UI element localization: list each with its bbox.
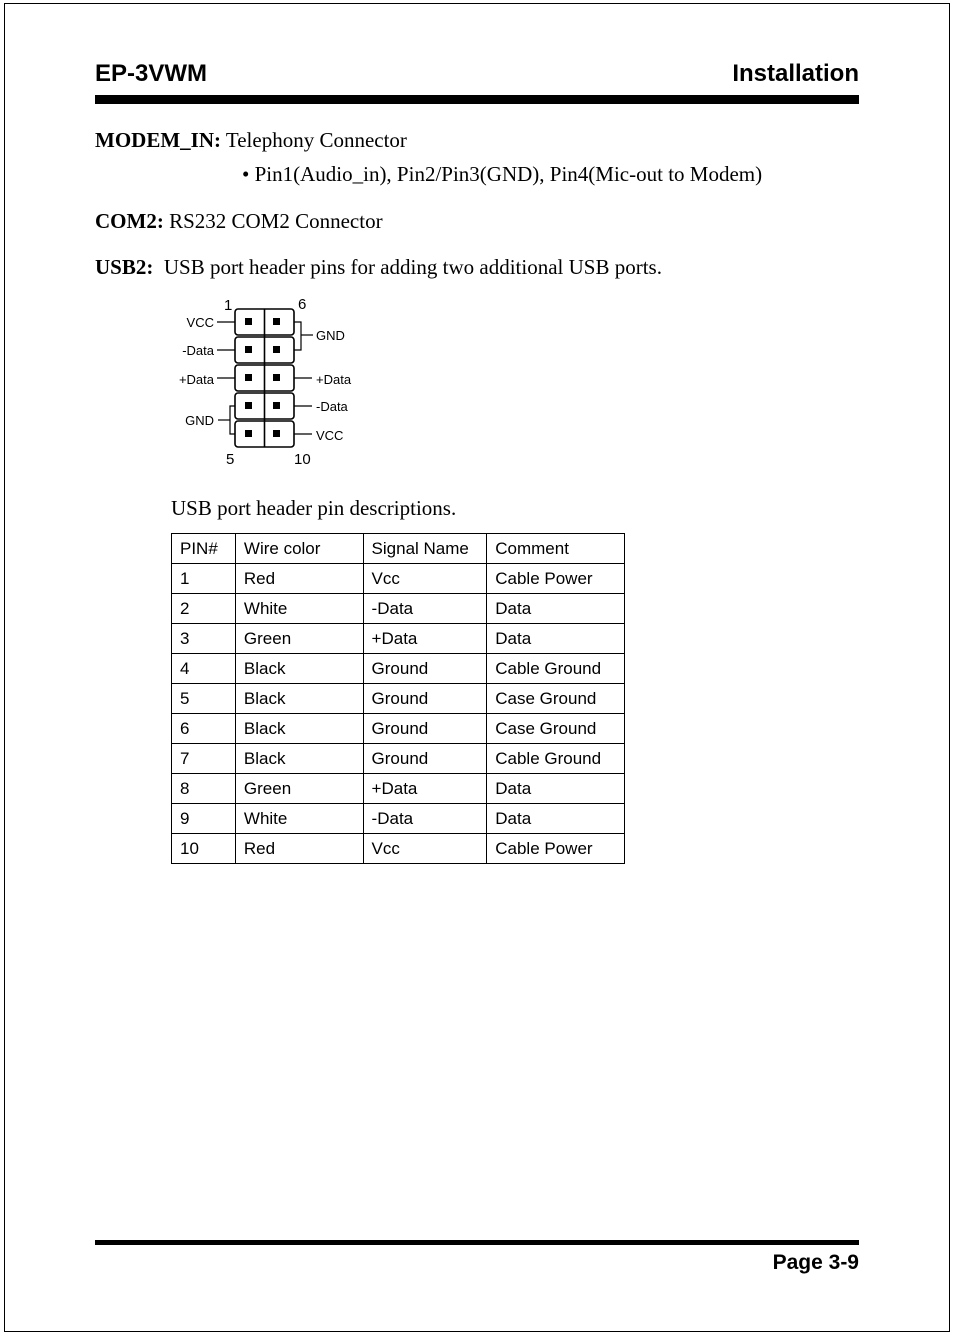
cell-comment: Data (487, 804, 625, 834)
cell-pin: 10 (172, 834, 236, 864)
cell-comment: Cable Power (487, 564, 625, 594)
cell-comment: Data (487, 774, 625, 804)
com2-text: RS232 COM2 Connector (163, 209, 383, 233)
cell-wire-color: Black (235, 714, 363, 744)
cell-wire-color: Red (235, 834, 363, 864)
usb-pin-table (171, 533, 625, 864)
cell-wire-color: Black (235, 654, 363, 684)
col-header-pin: PIN# (172, 534, 236, 564)
cell-signal-name: Vcc (363, 564, 487, 594)
table-row (172, 594, 625, 624)
cell-signal-name: -Data (363, 594, 487, 624)
table-row (172, 804, 625, 834)
pin-8 (273, 374, 280, 381)
cell-signal-name: Vcc (363, 834, 487, 864)
page-number: Page 3-9 (772, 1251, 859, 1274)
cell-pin: 3 (172, 624, 236, 654)
cell-pin: 5 (172, 684, 236, 714)
cell-comment: Cable Ground (487, 654, 625, 684)
table-row (172, 714, 625, 744)
usb2-paragraph (95, 255, 662, 280)
cell-pin: 7 (172, 744, 236, 774)
pin-number-6: 6 (298, 296, 307, 313)
com2-label: COM2: (95, 209, 164, 233)
cell-wire-color: White (235, 804, 363, 834)
footer-rule (95, 1240, 859, 1245)
table-header-row (172, 534, 625, 564)
table-row (172, 744, 625, 774)
cell-pin: 1 (172, 564, 236, 594)
pin-4 (245, 402, 252, 409)
cell-pin: 4 (172, 654, 236, 684)
cell-signal-name: Ground (363, 714, 487, 744)
pin-5 (245, 430, 252, 437)
com2-paragraph (95, 209, 383, 234)
col-header-wire-color: Wire color (235, 534, 363, 564)
pin-10 (273, 430, 280, 437)
cell-signal-name: +Data (363, 774, 487, 804)
label-left-plus-data: +Data (178, 372, 214, 387)
usb-header-diagram (160, 292, 400, 472)
cell-wire-color: Green (235, 624, 363, 654)
modem-pin-bullet: • Pin1(Audio_in), Pin2/Pin3(GND), Pin4(Mic-out to Modem) (242, 162, 763, 186)
label-left-gnd: GND (185, 413, 214, 428)
pin-2 (245, 346, 252, 353)
cell-wire-color: Red (235, 564, 363, 594)
modem-label: MODEM_IN: (95, 128, 221, 152)
pin-number-10: 10 (294, 451, 311, 468)
cell-comment: Case Ground (487, 684, 625, 714)
cell-wire-color: White (235, 594, 363, 624)
table-row (172, 834, 625, 864)
cell-signal-name: -Data (363, 804, 487, 834)
modem-paragraph (95, 128, 407, 153)
pin-3 (245, 374, 252, 381)
pin-1 (245, 318, 252, 325)
cell-comment: Cable Ground (487, 744, 625, 774)
label-right-plus-data: +Data (316, 372, 352, 387)
table-row (172, 564, 625, 594)
cell-pin: 8 (172, 774, 236, 804)
table-row (172, 654, 625, 684)
cell-signal-name: Ground (363, 744, 487, 774)
pin-number-5: 5 (226, 451, 235, 468)
table-row (172, 684, 625, 714)
cell-comment: Data (487, 624, 625, 654)
header-model: EP-3VWM (95, 60, 208, 87)
cell-wire-color: Black (235, 744, 363, 774)
usb2-text: USB port header pins for adding two additional USB ports. (153, 255, 662, 279)
label-left-minus-data: -Data (182, 343, 214, 358)
header-section: Installation (732, 60, 859, 87)
cell-pin: 2 (172, 594, 236, 624)
cell-wire-color: Black (235, 684, 363, 714)
pin-7 (273, 346, 280, 353)
cell-signal-name: Ground (363, 684, 487, 714)
cell-signal-name: Ground (363, 654, 487, 684)
pin-6 (273, 318, 280, 325)
cell-signal-name: +Data (363, 624, 487, 654)
cell-comment: Data (487, 594, 625, 624)
label-right-gnd: GND (316, 328, 345, 343)
table-caption: USB port header pin descriptions. (171, 496, 457, 520)
pin-9 (273, 402, 280, 409)
label-right-minus-data: -Data (316, 399, 348, 414)
table-row (172, 774, 625, 804)
header-rule (95, 95, 859, 104)
table-row (172, 624, 625, 654)
cell-comment: Cable Power (487, 834, 625, 864)
cell-wire-color: Green (235, 774, 363, 804)
label-left-vcc: VCC (186, 315, 214, 330)
col-header-signal-name: Signal Name (363, 534, 487, 564)
col-header-comment: Comment (487, 534, 625, 564)
cell-pin: 9 (172, 804, 236, 834)
usb2-label: USB2: (95, 255, 154, 279)
cell-comment: Case Ground (487, 714, 625, 744)
pin-number-1: 1 (224, 297, 233, 314)
label-right-vcc: VCC (316, 428, 344, 443)
cell-pin: 6 (172, 714, 236, 744)
modem-text: Telephony Connector (220, 128, 407, 152)
